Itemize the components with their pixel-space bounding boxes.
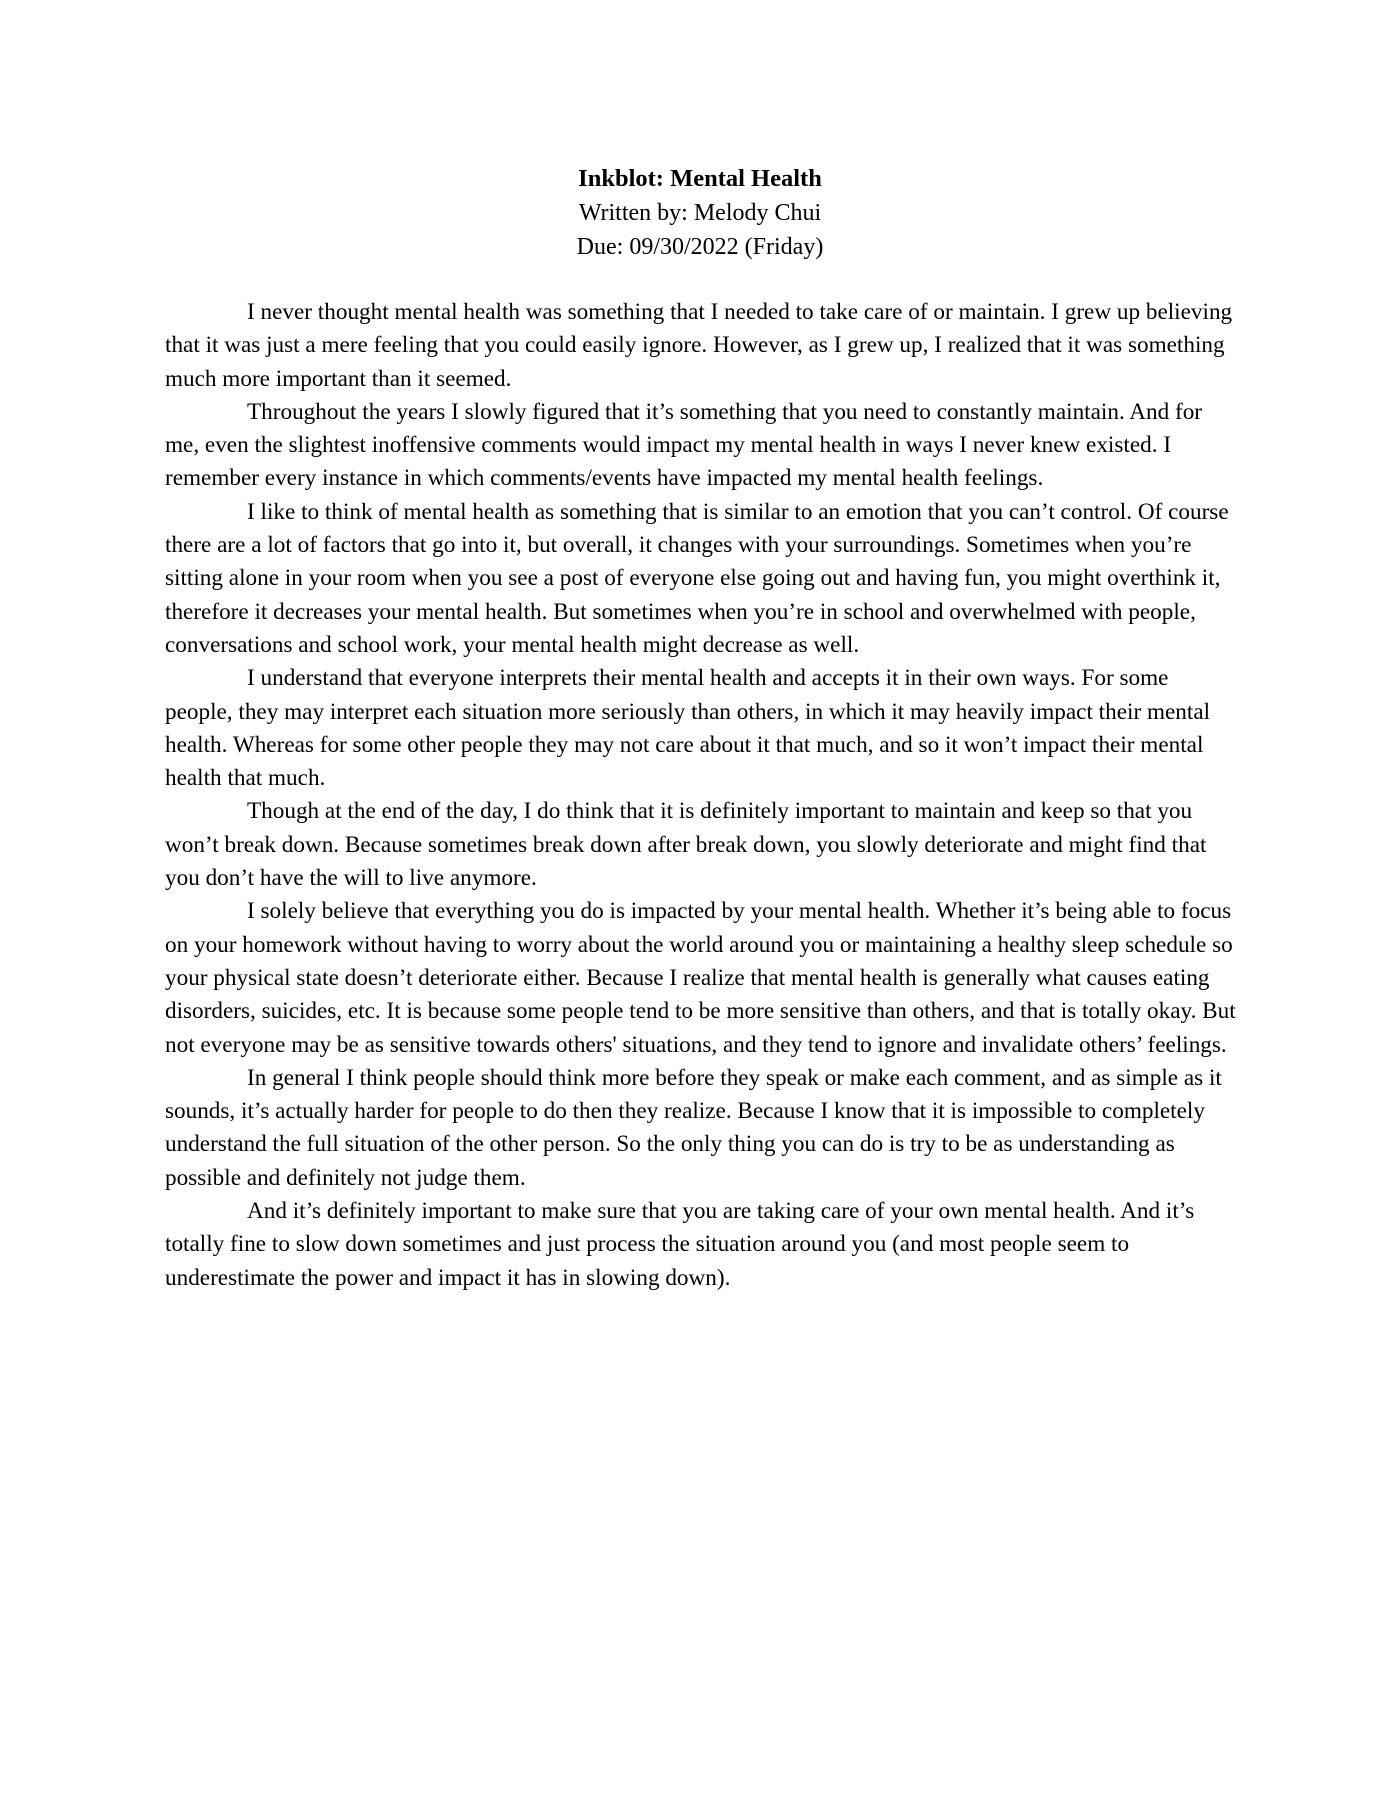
paragraph-8: And it’s definitely important to make sure that you are taking care of your own mental health. And it’s totally fine to slow down sometimes and just process the situation around you (and most people seem to underestimate the power and impact it has in slowing down). xyxy=(165,1198,1195,1291)
paragraph-6: I solely believe that everything you do is impacted by your mental health. Whether it’s being able to focus on your homework without having to worry about the world around you or maintaining a healthy sleep schedule so your physical state doesn’t deteriorate either. Because I realize that mental health is generally what causes eating disorders, suicides, etc. It is because some people tend to be more sensitive than others, and that is totally okay. But not everyone may be as sensitive towards others' situations, and they tend to ignore and invalidate others’ feelings. xyxy=(165,898,1236,1058)
paragraph-7: In general I think people should think more before they speak or make each comment, and as simple as it sounds, it’s actually harder for people to do then they realize. Because I know that it is impossible to completely understand the full situation of the other person. So the only thing you can do is try to be as understanding as possible and definitely not judge them. xyxy=(165,1064,1222,1191)
author-line: Written by: Melody Chui xyxy=(578,200,822,226)
paragraph-5: Though at the end of the day, I do think that it is definitely important to maintain and keep so that you won’t break down. Because sometimes break down after break down, you slowly deteriorate and might find that you don’t have the will to live anymore. xyxy=(165,798,1207,892)
document-header xyxy=(0,162,1400,264)
due-date-line: Due: 09/30/2022 (Friday) xyxy=(576,234,824,260)
document-body xyxy=(165,296,1241,1295)
paragraph-3: I like to think of mental health as something that is similar to an emotion that you can’t control. Of course there are a lot of factors that go into it, but overall, it changes with your surroundings. Sometimes when you’re sitting alone in your room when you see a post of everyone else going out and having fun, you might overthink it, therefore it decreases your mental health. But sometimes when you’re in school and overwhelmed with people, conversations and school work, your mental health might decrease as well. xyxy=(165,498,1229,658)
document-title: Inkblot: Mental Health xyxy=(578,165,822,192)
paragraph-4: I understand that everyone interprets their mental health and accepts it in their own ways. For some people, they may interpret each situation more seriously than others, in which it may heavily impact their mental health. Whereas for some other people they may not care about it that much, and so it won’t impact their mental health that much. xyxy=(165,665,1211,792)
paragraph-2: Throughout the years I slowly figured that it’s something that you need to constantly maintain. And for me, even the slightest inoffensive comments would impact my mental health in ways I never knew existed. I remember every instance in which comments/events have impacted my mental health feelings. xyxy=(165,398,1203,492)
paragraph-1: I never thought mental health was something that I needed to take care of or maintain. I grew up believing that it was just a mere feeling that you could easily ignore. However, as I grew up, I realized that it was something much more important than it seemed. xyxy=(165,299,1233,392)
